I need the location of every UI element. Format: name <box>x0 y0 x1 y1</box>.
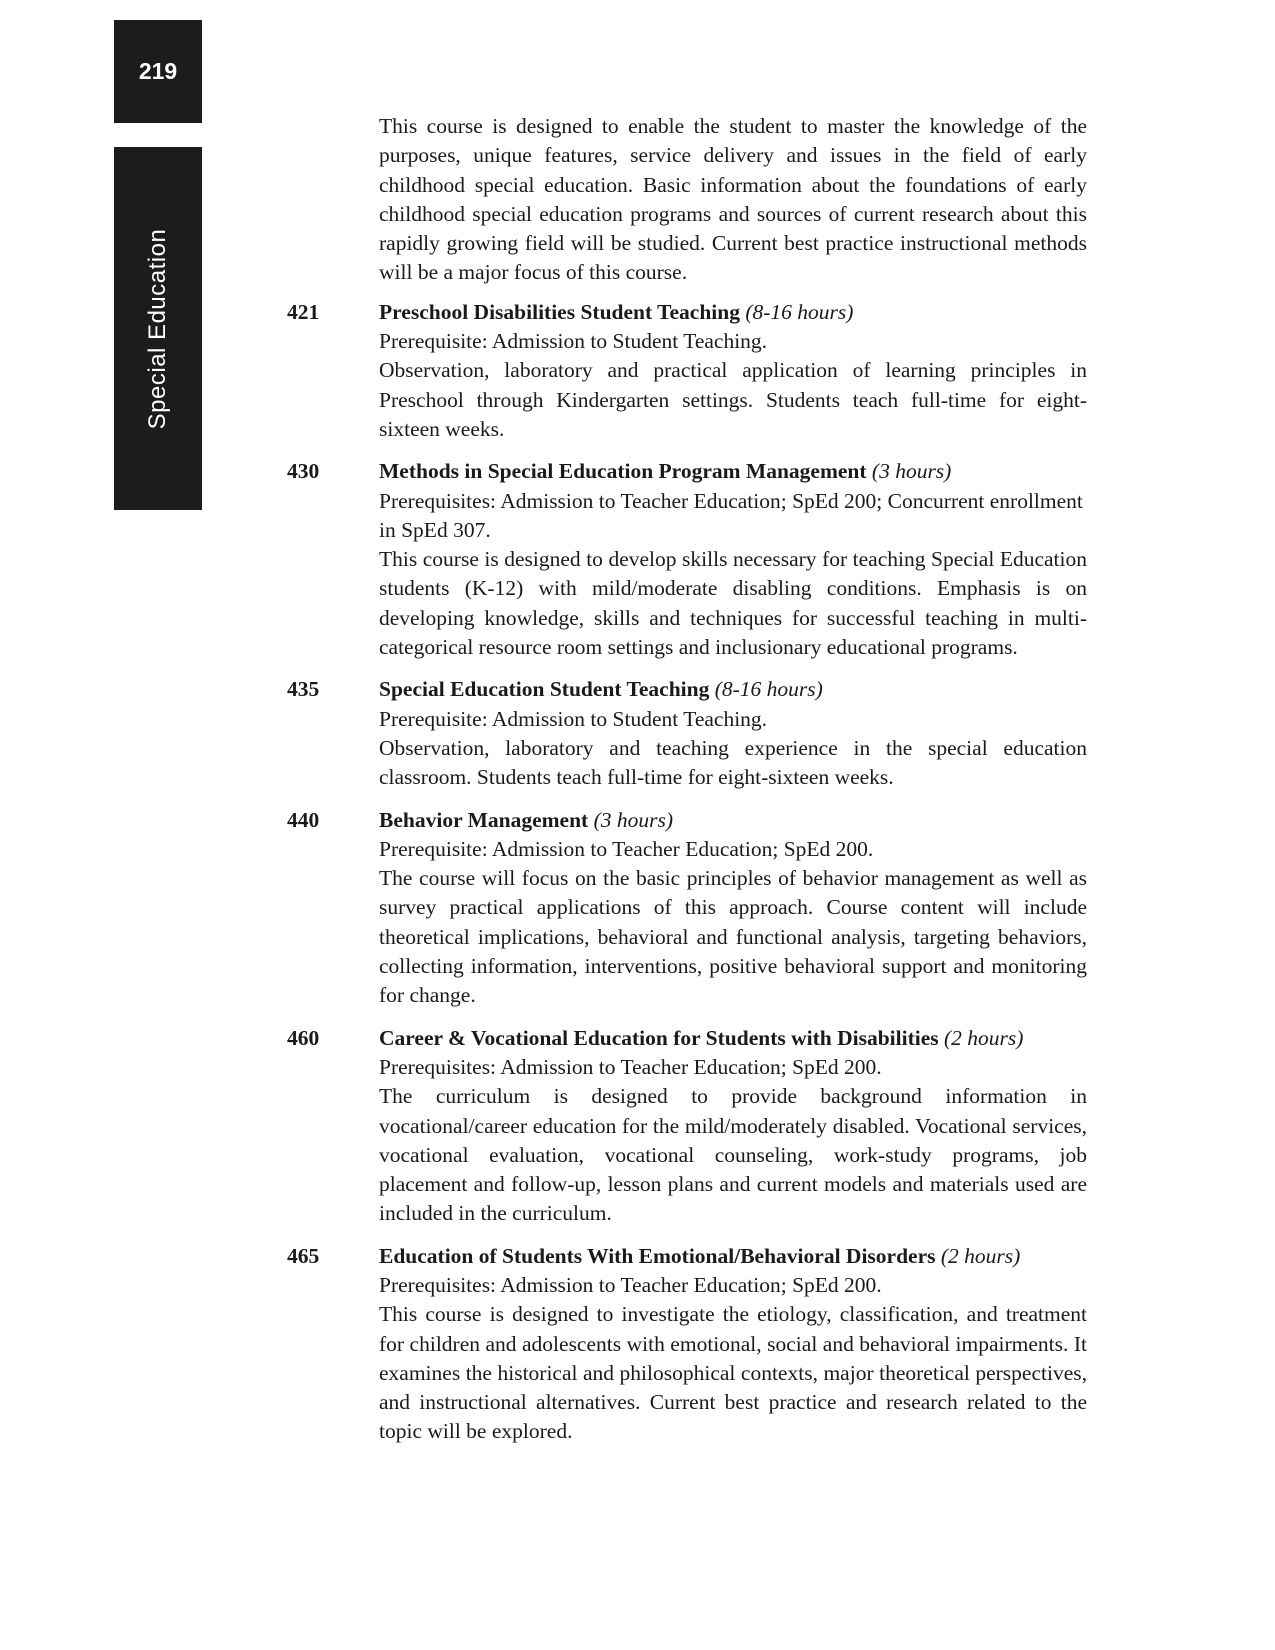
course-title: Career & Vocational Education for Students with Disabilities <box>379 1025 939 1050</box>
course-entry-460 <box>287 1024 1087 1229</box>
course-heading <box>379 457 1087 486</box>
page-number: 219 <box>138 58 178 84</box>
course-description: The curriculum is designed to provide background information in vocational/career education for the mild/moderately disabled. Vocational services, vocational evaluation, vocational counseling, work-study programs, job placement and follow-up, lesson plans and current models and materials used are included in the curriculum. <box>379 1084 1087 1226</box>
course-title: Special Education Student Teaching <box>379 677 710 702</box>
course-number: 440 <box>287 807 320 832</box>
course-heading <box>379 1024 1087 1053</box>
course-prerequisite: Prerequisites: Admission to Teacher Education; SpEd 200. <box>379 1054 882 1079</box>
course-hours: (3 hours) <box>593 807 674 832</box>
course-prerequisite: Prerequisite: Admission to Student Teaching. <box>379 329 768 354</box>
course-description: Observation, laboratory and teaching experience in the special education classroom. Students teach full-time for eight-sixteen weeks. <box>379 735 1087 790</box>
course-title: Preschool Disabilities Student Teaching <box>379 299 740 324</box>
course-title: Education of Students With Emotional/Behavioral Disorders <box>379 1243 936 1268</box>
course-body <box>379 806 1087 1011</box>
course-number: 430 <box>287 459 320 484</box>
course-heading <box>379 675 1087 704</box>
course-heading <box>379 806 1087 835</box>
course-entry-440 <box>287 806 1087 1011</box>
course-body <box>379 457 1087 662</box>
course-description: Observation, laboratory and practical application of learning principles in Preschool through Kindergarten settings. Students teach full-time for eight-sixteen weeks. <box>379 358 1087 441</box>
section-tab-label: Special Education <box>144 228 171 429</box>
course-entry-465 <box>287 1242 1087 1447</box>
course-description: This course is designed to develop skills necessary for teaching Special Education students (K-12) with mild/moderate disabling conditions. Emphasis is on developing knowledge, skills and techniques for successful teaching in multi-categorical resource room settings and inclusionary educational programs. <box>379 547 1087 660</box>
course-prerequisite: Prerequisites: Admission to Teacher Education; SpEd 200. <box>379 1272 882 1297</box>
course-body <box>379 298 1087 444</box>
course-hours: (2 hours) <box>944 1025 1024 1050</box>
course-description: The course will focus on the basic principles of behavior management as well as survey practical applications of this approach. Course content will include theoretical implications, behavioral and functional analysis, targeting behaviors, collecting information, interventions, positive behavioral support and monitoring for change. <box>379 866 1087 1008</box>
course-hours: (8-16 hours) <box>745 299 854 324</box>
course-title: Behavior Management <box>379 807 589 832</box>
course-listing <box>287 112 1087 1460</box>
course-title: Methods in Special Education Program Management <box>379 459 867 484</box>
course-hours: (8-16 hours) <box>714 677 823 702</box>
course-heading <box>379 298 1087 327</box>
course-entry-421 <box>287 298 1087 444</box>
course-number: 465 <box>287 1243 320 1268</box>
course-heading <box>379 1242 1087 1271</box>
course-number: 460 <box>287 1025 320 1050</box>
course-prerequisite: Prerequisite: Admission to Student Teaching. <box>379 706 768 731</box>
course-body <box>379 1242 1087 1447</box>
course-description: This course is designed to investigate the etiology, classification, and treatment for children and adolescents with emotional, social and behavioral impairments. It examines the historical and philosophical contexts, major theoretical perspectives, and instructional alternatives. Current best practice and research related to the topic will be explored. <box>379 1302 1087 1444</box>
course-prerequisite: Prerequisites: Admission to Teacher Education; SpEd 200; Concurrent enrollment in SpEd 307. <box>379 488 1083 542</box>
course-body <box>379 675 1087 792</box>
course-prerequisite: Prerequisite: Admission to Teacher Education; SpEd 200. <box>379 836 874 861</box>
intro-paragraph: This course is designed to enable the student to master the knowledge of the purposes, unique features, service delivery and issues in the field of early childhood special education. Basic information about the foundations of early childhood special education programs and sources of current research about this rapidly growing field will be studied. Current best practice instructional methods will be a major focus of this course. <box>379 114 1087 285</box>
course-number: 435 <box>287 677 320 702</box>
page-number-tab <box>114 20 202 123</box>
course-hours: (3 hours) <box>871 459 952 484</box>
course-number: 421 <box>287 299 320 324</box>
course-hours: (2 hours) <box>940 1243 1021 1268</box>
course-entry-430 <box>287 457 1087 662</box>
course-entry-435 <box>287 675 1087 792</box>
course-body <box>379 1024 1087 1229</box>
section-tab <box>114 147 202 510</box>
